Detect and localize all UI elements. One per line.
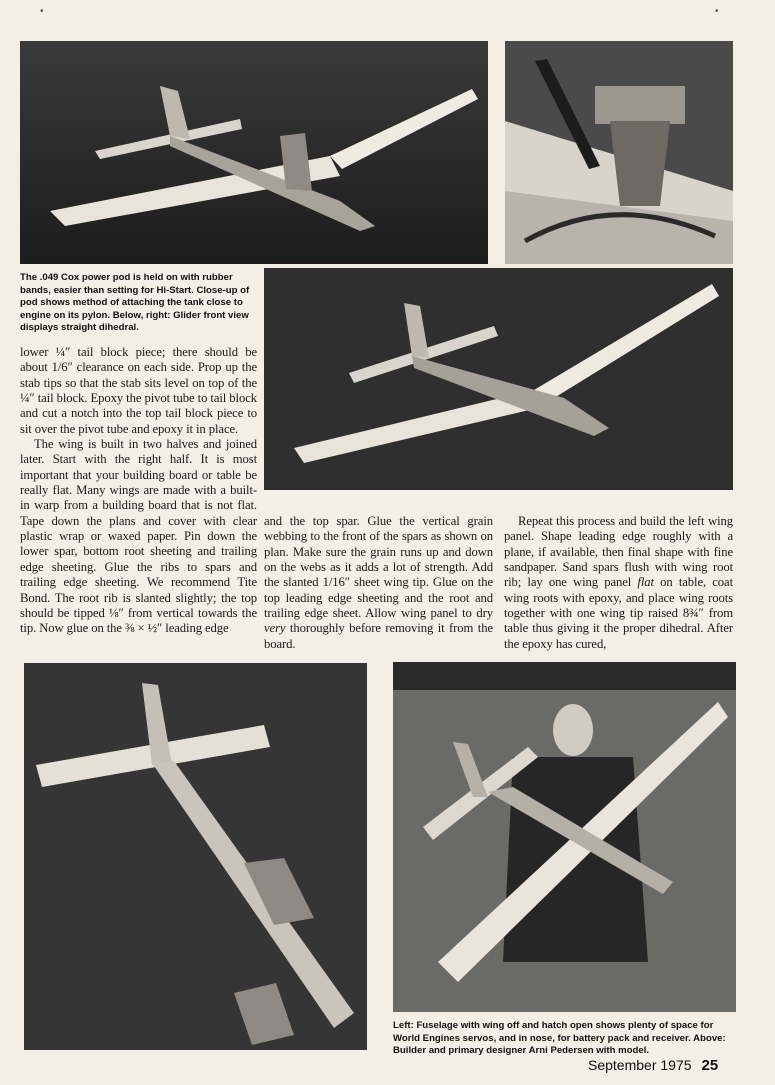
photo-pod-closeup — [505, 41, 733, 264]
article-column-3 — [504, 514, 733, 652]
corner-dot-left: • — [40, 6, 44, 17]
article-col3-text-b: on table, coat wing roots with epoxy, and place wing roots together with one wing tip raised 8¾″ from table thus giving it the proper dihedral. After the epoxy has cured, — [504, 575, 733, 651]
article-col3-text-a: Repeat this process and build the left wing panel. Shape leading edge roughly with a plane, if available, then final shape with fine sandpaper. Sand spars flush with wing root rib; lay one wing panel — [504, 514, 733, 590]
article-col3-emphasis: flat — [637, 575, 654, 590]
photo-fuselage-wing-off — [24, 663, 367, 1050]
article-column-1 — [20, 345, 257, 637]
caption-bottom: Left: Fuselage with wing off and hatch open shows plenty of space for World Engines servos, and in nose, for battery pack and receiver. Above: Builder and primary designer Arni Pedersen with model. — [393, 1020, 726, 1057]
article-col2-emphasis: very — [264, 621, 286, 636]
photo-glider-power-pod — [20, 41, 488, 264]
footer-date: September 1975 — [588, 1057, 692, 1073]
page-footer — [588, 1057, 718, 1074]
caption-top: The .049 Cox power pod is held on with rubber bands, easier than setting for Hi-Start. Close-up of pod shows method of attaching the tank close to engine on its pylon. Below, right: Glider front view displays straight dihedral. — [20, 272, 250, 334]
article-column-2 — [264, 514, 493, 652]
photo-builder-with-model — [393, 662, 736, 1012]
article-col2-text-b: thoroughly before removing it from the board. — [264, 621, 493, 651]
photo-glider-front-view — [264, 268, 733, 490]
article-col2-text-a: and the top spar. Glue the vertical grain webbing to the front of the spars as shown on plan. Make sure the grain runs up and down on the webs as it adds a lot of strength. Add the slanted 1/16″ sheet wing tip. Glue on the top leading edge sheeting and the root and trailing edge sheet. Allow wing panel to dry — [264, 514, 493, 621]
corner-dot-right: • — [715, 6, 719, 17]
article-col1-paragraph-1: lower ¼″ tail block piece; there should be about 1/6″ clearance on each side. Prop up the stab tips so that the stab sits level on top of the ¼″ tail block. Epoxy the pivot tube to tail block and cut a notch into the top tail block piece to sit over the pivot tube and epoxy it in place. — [20, 345, 257, 436]
page-number: 25 — [701, 1057, 719, 1074]
article-col1-paragraph-2: The wing is built in two halves and joined later. Start with the right half. It is most important that your building board or table be really flat. Many wings are made with a built-in warp from a building board that is not flat. Tape down the plans and cover with clear plastic wrap or waxed paper. Pin down the lower spar, bottom root sheeting and trailing edge sheeting. Glue the ribs to spars and trailing edge sheeting. We recommend Tite Bond. The root rib is slanted slightly; the top should be tipped ⅛″ from vertical towards the tip. Now glue on the ⅜ × ½″ leading edge — [20, 437, 257, 636]
